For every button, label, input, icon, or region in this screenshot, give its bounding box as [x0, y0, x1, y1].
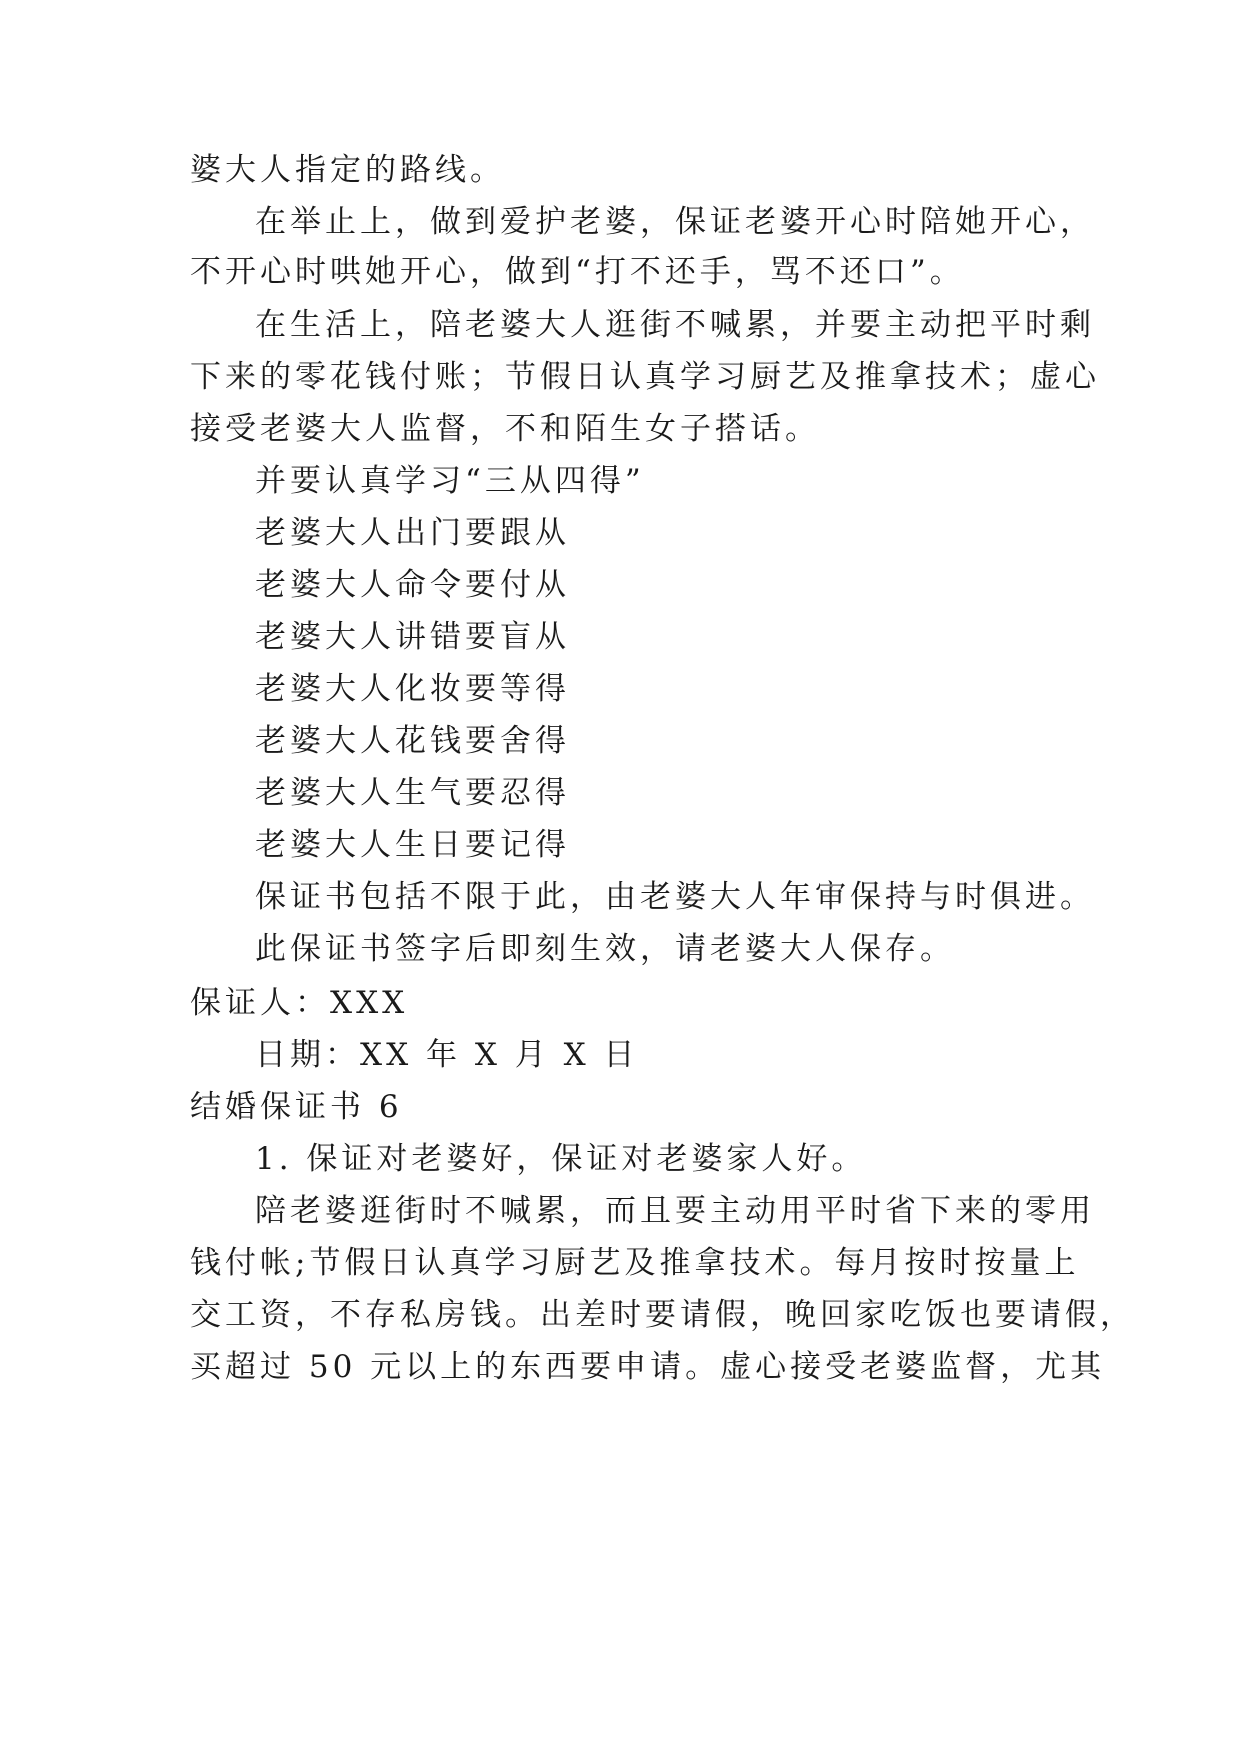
text-line: 买超过 50 元以上的东西要申请。虚心接受老婆监督，尤其 — [190, 1349, 1106, 1385]
text-line: 老婆大人生日要记得 — [255, 827, 570, 863]
text-line: 此保证书签字后即刻生效，请老婆大人保存。 — [255, 931, 955, 967]
text-line: 1. 保证对老婆好，保证对老婆家人好。 — [255, 1141, 867, 1177]
text-line: 钱付帐;节假日认真学习厨艺及推拿技术。每月按时按量上 — [190, 1245, 1080, 1281]
text-line: 老婆大人花钱要舍得 — [255, 723, 570, 759]
text-line: 老婆大人命令要付从 — [255, 567, 570, 603]
text-line: 老婆大人生气要忍得 — [255, 775, 570, 811]
text-line: 并要认真学习“三从四得” — [255, 463, 645, 499]
section-heading: 结婚保证书 6 — [190, 1089, 403, 1125]
text-line: 下来的零花钱付账；节假日认真学习厨艺及推拿技术；虚心 — [190, 359, 1100, 395]
text-line: 老婆大人化妆要等得 — [255, 671, 570, 707]
date-line: 日期：XX 年 X 月 X 日 — [255, 1037, 639, 1073]
text-line: 老婆大人讲错要盲从 — [255, 619, 570, 655]
text-line: 陪老婆逛街时不喊累，而且要主动用平时省下来的零用 — [255, 1193, 1095, 1229]
text-line: 婆大人指定的路线。 — [190, 152, 505, 188]
text-line: 在生活上，陪老婆大人逛街不喊累，并要主动把平时剩 — [255, 307, 1095, 343]
text-line: 老婆大人出门要跟从 — [255, 515, 570, 551]
text-line: 在举止上，做到爱护老婆，保证老婆开心时陪她开心， — [255, 204, 1095, 240]
text-line: 保证书包括不限于此，由老婆大人年审保持与时俱进。 — [255, 879, 1095, 915]
text-line: 接受老婆大人监督，不和陌生女子搭话。 — [190, 411, 820, 447]
signer-line: 保证人：XXX — [190, 985, 409, 1021]
text-line: 不开心时哄她开心，做到“打不还手，骂不还口”。 — [190, 254, 965, 290]
text-line: 交工资，不存私房钱。出差时要请假，晚回家吃饭也要请假， — [190, 1297, 1135, 1333]
